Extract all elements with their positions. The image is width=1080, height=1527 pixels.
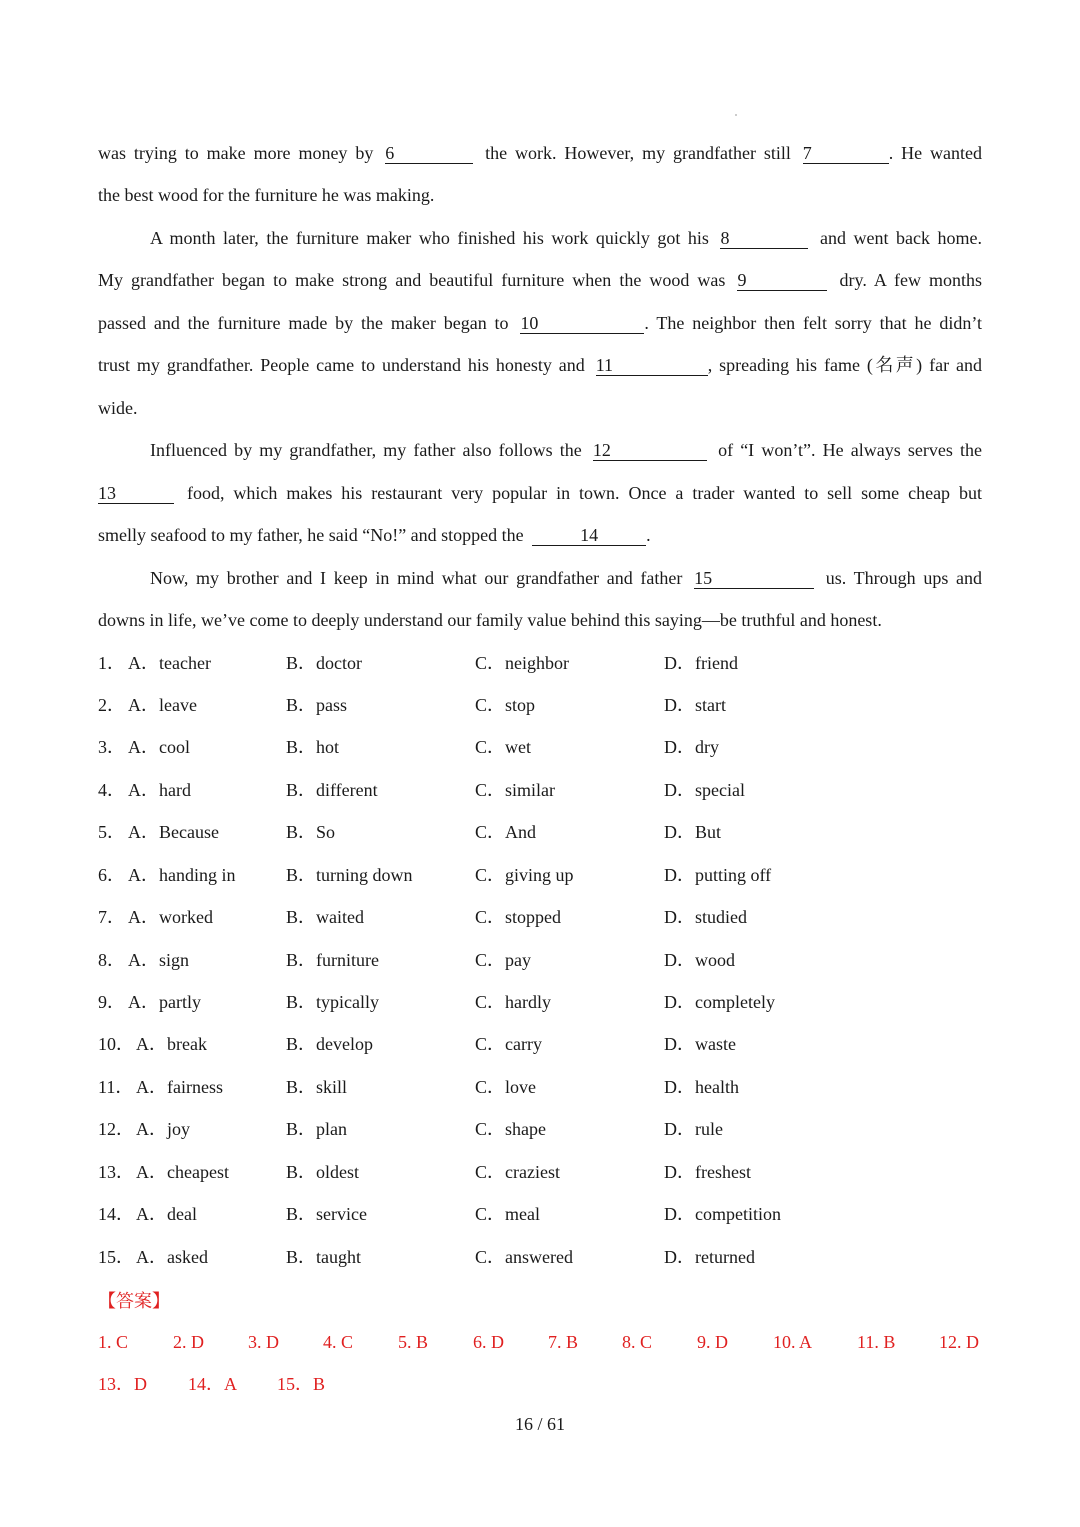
option-a[interactable]: A．worked — [128, 907, 213, 927]
option-a[interactable]: A．cheapest — [136, 1162, 229, 1182]
blank-13[interactable]: 13 — [98, 483, 174, 504]
answer-item: 6. D — [473, 1332, 504, 1352]
option-d[interactable]: D．But — [664, 822, 722, 842]
answer-item: 10. A — [773, 1332, 813, 1352]
question-row: 12． A．joy B．plan C．shape D．rule — [98, 1119, 723, 1139]
blank-11[interactable]: 11 — [596, 355, 708, 376]
option-b[interactable]: B．oldest — [286, 1162, 360, 1182]
option-c[interactable]: C．meal — [475, 1204, 540, 1224]
passage-line: 13 food, which makes his restaurant very popular in town. Once a trader wanted to sell some cheap but — [98, 483, 983, 503]
passage-line: was trying to make more money by 6 the work. However, my grandfather still 7 . He wanted — [98, 143, 983, 163]
passage-line: Influenced by my grandfather, my father also follows the 12 of “I won’t”. He always serves the — [150, 440, 982, 460]
passage-line: passed and the furniture made by the maker began to 10 . The neighbor then felt sorry that he didn’t — [98, 313, 982, 333]
option-b[interactable]: B．skill — [286, 1077, 348, 1097]
option-a[interactable]: A．partly — [128, 992, 201, 1012]
blank-12[interactable]: 12 — [593, 440, 707, 461]
question-row: 1． A．teacher B．doctor C．neighbor D．friend — [98, 653, 738, 673]
question-row: 6． A．handing in B．turning down C．giving up D．putting off — [98, 865, 772, 885]
option-c[interactable]: C．stop — [475, 695, 536, 715]
option-b[interactable]: B．different — [286, 780, 378, 800]
option-c[interactable]: C．pay — [475, 950, 531, 970]
option-d[interactable]: D．waste — [664, 1034, 736, 1054]
answer-item: 14．A — [188, 1374, 237, 1394]
answer-row — [98, 1372, 982, 1396]
option-d[interactable]: D．freshest — [664, 1162, 751, 1182]
option-b[interactable]: B．pass — [286, 695, 348, 715]
option-d[interactable]: D．competition — [664, 1204, 781, 1224]
option-c[interactable]: C．hardly — [475, 992, 551, 1012]
option-d[interactable]: D．studied — [664, 907, 747, 927]
answer-item: 15．B — [277, 1374, 326, 1394]
option-c[interactable]: C．carry — [475, 1034, 542, 1054]
passage-line: trust my grandfather. People came to understand his honesty and 11 , spreading his fame (名声) far and — [98, 355, 983, 375]
answer-item: 12. D — [939, 1332, 979, 1352]
option-a[interactable]: A．Because — [128, 822, 219, 842]
question-row: 3． A．cool B．hot C．wet D．dry — [98, 737, 719, 757]
blank-8[interactable]: 8 — [720, 228, 808, 249]
blank-9[interactable]: 9 — [737, 270, 827, 291]
option-b[interactable]: B．taught — [286, 1247, 361, 1267]
option-d[interactable]: D．health — [664, 1077, 739, 1097]
question-row: 7． A．worked B．waited C．stopped D．studied — [98, 907, 747, 927]
scan-speck — [735, 114, 737, 116]
passage-line: Now, my brother and I keep in mind what our grandfather and father 15 us. Through ups and — [150, 568, 983, 588]
question-row: 4． A．hard B．different C．similar D．special — [98, 780, 745, 800]
answer-item: 7. B — [548, 1332, 579, 1352]
option-c[interactable]: C．neighbor — [475, 653, 569, 673]
option-c[interactable]: C．wet — [475, 737, 531, 757]
option-c[interactable]: C．similar — [475, 780, 555, 800]
option-b[interactable]: B．turning down — [286, 865, 413, 885]
option-c[interactable]: C．And — [475, 822, 537, 842]
blank-10[interactable]: 10 — [520, 313, 644, 334]
blank-15[interactable]: 15 — [694, 568, 814, 589]
question-row: 14． A．deal B．service C．meal D．competition — [98, 1204, 781, 1224]
answer-row — [98, 1330, 982, 1354]
option-c[interactable]: C．shape — [475, 1119, 546, 1139]
blank-7[interactable]: 7 — [803, 143, 889, 164]
option-c[interactable]: C．love — [475, 1077, 536, 1097]
option-c[interactable]: C．craziest — [475, 1162, 560, 1182]
passage-line: the best wood for the furniture he was making. — [98, 185, 435, 205]
answer-item: 4. C — [323, 1332, 354, 1352]
option-d[interactable]: D．wood — [664, 950, 735, 970]
option-a[interactable]: A．hard — [128, 780, 191, 800]
option-a[interactable]: A．deal — [136, 1204, 197, 1224]
passage-line: smelly seafood to my father, he said “No!” and stopped the 14 . — [98, 525, 651, 545]
option-b[interactable]: B．doctor — [286, 653, 362, 673]
option-d[interactable]: D．completely — [664, 992, 775, 1012]
passage-line: A month later, the furniture maker who finished his work quickly got his 8 and went back home. — [150, 228, 983, 248]
option-a[interactable]: A．fairness — [136, 1077, 223, 1097]
passage-line: My grandfather began to make strong and beautiful furniture when the wood was 9 dry. A few months — [98, 270, 983, 290]
option-a[interactable]: A．joy — [136, 1119, 190, 1139]
option-a[interactable]: A．leave — [128, 695, 197, 715]
option-d[interactable]: D．rule — [664, 1119, 723, 1139]
option-a[interactable]: A．asked — [136, 1247, 208, 1267]
option-b[interactable]: B．plan — [286, 1119, 347, 1139]
option-d[interactable]: D．dry — [664, 737, 719, 757]
option-b[interactable]: B．develop — [286, 1034, 373, 1054]
passage-line: wide. — [98, 398, 138, 418]
option-d[interactable]: D．special — [664, 780, 745, 800]
option-d[interactable]: D．returned — [664, 1247, 755, 1267]
option-d[interactable]: D．friend — [664, 653, 738, 673]
answer-item: 13．D — [98, 1374, 147, 1394]
question-row: 11． A．fairness B．skill C．love D．health — [98, 1077, 739, 1097]
option-c[interactable]: C．giving up — [475, 865, 574, 885]
answer-item: 3. D — [248, 1332, 279, 1352]
option-d[interactable]: D．putting off — [664, 865, 772, 885]
page-number: 16 / 61 — [514, 1414, 565, 1434]
question-row: 9． A．partly B．typically C．hardly D．completely — [98, 992, 775, 1012]
option-a[interactable]: A．cool — [128, 737, 190, 757]
option-a[interactable]: A．handing in — [128, 865, 236, 885]
option-d[interactable]: D．start — [664, 695, 726, 715]
answer-heading: 【答案】 — [98, 1291, 170, 1311]
option-c[interactable]: C．answered — [475, 1247, 573, 1267]
answer-item: 1. C — [98, 1332, 129, 1352]
option-b[interactable]: B．service — [286, 1204, 367, 1224]
option-b[interactable]: B．hot — [286, 737, 340, 757]
option-a[interactable]: A．break — [136, 1034, 207, 1054]
answer-item: 9. D — [697, 1332, 728, 1352]
answer-item: 2. D — [173, 1332, 204, 1352]
option-b[interactable]: B．So — [286, 822, 336, 842]
blank-14[interactable]: 14 — [532, 525, 646, 546]
question-row: 15． A．asked B．taught C．answered D．returned — [98, 1247, 755, 1267]
option-b[interactable]: B．waited — [286, 907, 364, 927]
question-row: 10． A．break B．develop C．carry D．waste — [98, 1034, 736, 1054]
answer-item: 8. C — [622, 1332, 653, 1352]
option-b[interactable]: B．typically — [286, 992, 379, 1012]
option-c[interactable]: C．stopped — [475, 907, 562, 927]
question-row: 2． A．leave B．pass C．stop D．start — [98, 695, 726, 715]
blank-6[interactable]: 6 — [385, 143, 473, 164]
answer-item: 11. B — [857, 1332, 896, 1352]
answer-item: 5. B — [398, 1332, 429, 1352]
option-b[interactable]: B．furniture — [286, 950, 379, 970]
passage-line: downs in life, we’ve come to deeply understand our family value behind this saying—be truthful and honest. — [98, 610, 882, 630]
option-a[interactable]: A．teacher — [128, 653, 211, 673]
question-row: 8． A．sign B．furniture C．pay D．wood — [98, 950, 735, 970]
question-row: 13． A．cheapest B．oldest C．craziest D．freshest — [98, 1162, 751, 1182]
question-row: 5． A．Because B．So C．And D．But — [98, 822, 722, 842]
option-a[interactable]: A．sign — [128, 950, 190, 970]
